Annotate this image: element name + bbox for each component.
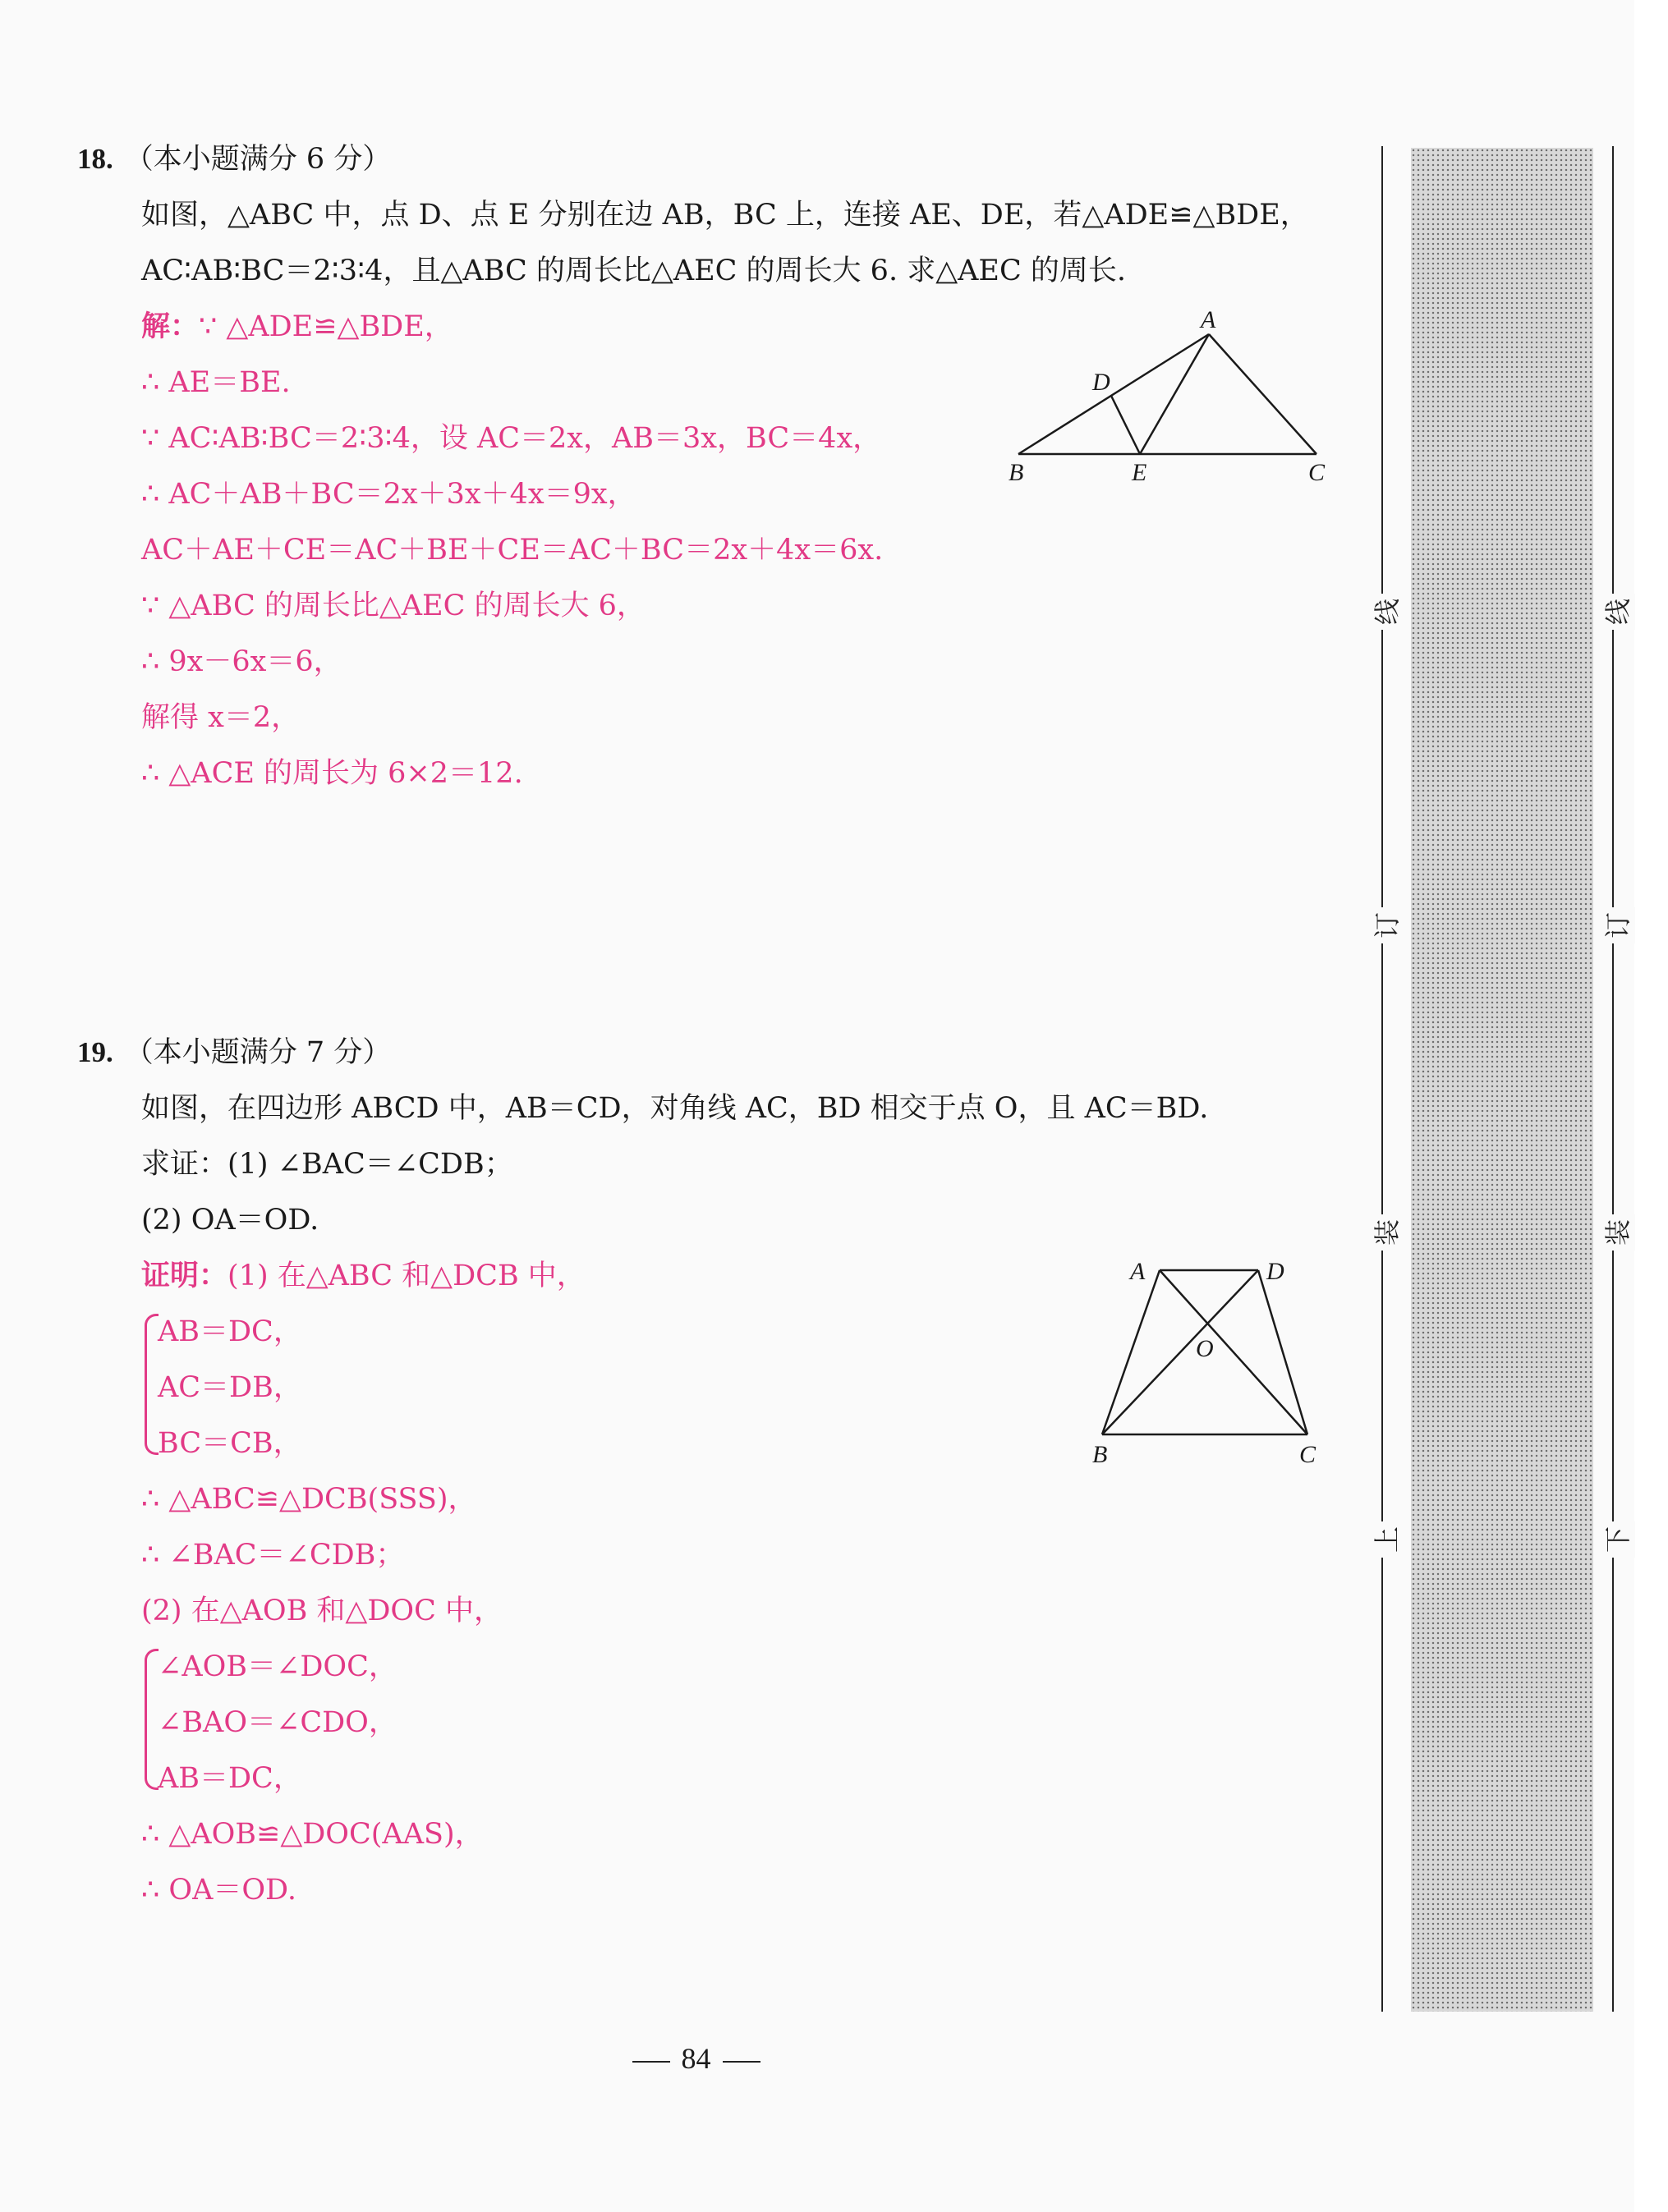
q18-solution-line-9: ∴ △ACE 的周长为 6×2＝12.	[141, 757, 523, 790]
q19-solution-first: (1) 在△ABC 和△DCB 中，	[227, 1260, 586, 1292]
q19-segment-ab	[1102, 1270, 1160, 1434]
q19-solution-line-1	[141, 1253, 586, 1294]
q19-problem-line-2: 求证：(1) ∠BAC＝∠CDB；	[141, 1148, 513, 1181]
q19-system2-line-3: AB＝DC，	[158, 1762, 302, 1795]
q19-solution-end-2: ∴ OA＝OD.	[141, 1874, 296, 1907]
binding-label-line-left: 线	[1367, 594, 1404, 630]
q18-label-e: E	[1132, 459, 1147, 486]
q19-problem-line-3: (2) OA＝OD.	[141, 1204, 319, 1237]
q18-header-text: （本小题满分 6 分）	[124, 143, 392, 176]
q18-segment-ab	[1018, 334, 1209, 454]
q19-solution-mid-3: (2) 在△AOB 和△DOC 中，	[141, 1595, 503, 1627]
q18-solution-line-5: AC＋AE＋CE＝AC＋BE＋CE＝AC＋BC＝2x＋4x＝6x.	[141, 534, 884, 567]
q18-segment-ac	[1209, 334, 1316, 454]
q18-segment-de	[1111, 396, 1140, 454]
q18-solution-line-2: ∴ AE＝BE.	[141, 366, 291, 399]
binding-line-left	[1381, 146, 1383, 2012]
q19-segment-dc	[1258, 1270, 1307, 1434]
binding-label-staple-left: 订	[1367, 907, 1404, 943]
q19-header	[77, 1030, 391, 1071]
q18-triangle-figure	[994, 308, 1339, 489]
q18-solution-line-1	[141, 304, 453, 345]
q18-header	[77, 136, 391, 177]
q19-number: 19.	[77, 1036, 113, 1068]
q18-label-a: A	[1201, 308, 1216, 333]
page-number-dash-left	[632, 2061, 670, 2063]
page-number	[0, 2041, 1392, 2076]
q18-problem-line-2: AC∶AB∶BC＝2∶3∶4，且△ABC 的周长比△AEC 的周长大 6. 求△AEC 的周长.	[141, 255, 1126, 287]
q19-system1-line-3: BC＝CB，	[158, 1427, 302, 1460]
q19-system2-brace	[145, 1649, 159, 1790]
q19-system1-line-1: AB＝DC，	[158, 1315, 302, 1348]
q19-system1-line-2: AC＝DB，	[158, 1371, 302, 1404]
q19-problem-line-1: 如图，在四边形 ABCD 中，AB＝CD，对角线 AC，BD 相交于点 O，且 AC＝BD.	[141, 1092, 1209, 1125]
binding-label-down: 下	[1597, 1521, 1635, 1558]
q18-problem-line-1: 如图，△ABC 中，点 D、点 E 分别在边 AB，BC 上，连接 AE、DE，若△ADE≌△BDE，	[141, 199, 1309, 232]
binding-label-bind-left: 装	[1367, 1214, 1404, 1251]
q18-solution-text-1: ∵ △ADE≌△BDE，	[199, 310, 453, 343]
binding-line-right	[1612, 146, 1614, 2012]
q19-label-o: O	[1196, 1335, 1214, 1362]
q19-solution-end-1: ∴ △AOB≌△DOC(AAS)，	[141, 1818, 484, 1851]
q19-label-d: D	[1266, 1258, 1284, 1285]
q19-system2-line-2: ∠BAO＝∠CDO，	[158, 1706, 397, 1739]
q18-solution-line-8: 解得 x＝2，	[141, 701, 301, 734]
page-number-text: 84	[681, 2042, 711, 2075]
q19-label-c: C	[1299, 1441, 1316, 1468]
binding-label-staple-right: 订	[1597, 907, 1635, 943]
q19-solution-mid-2: ∴ ∠BAC＝∠CDB；	[141, 1539, 405, 1572]
q19-solution-label: 证明：	[141, 1259, 228, 1292]
q18-solution-line-3: ∵ AC∶AB∶BC＝2∶3∶4，设 AC＝2x，AB＝3x，BC＝4x，	[141, 422, 882, 455]
binding-label-bind-right: 装	[1597, 1214, 1635, 1251]
q19-solution-mid-1: ∴ △ABC≌△DCB(SSS)，	[141, 1483, 477, 1516]
binding-label-line-right: 线	[1597, 594, 1635, 630]
binding-label-up: 上	[1367, 1521, 1404, 1558]
q18-label-c: C	[1308, 459, 1326, 486]
q19-label-b: B	[1092, 1441, 1108, 1468]
q18-solution-label: 解：	[141, 310, 200, 343]
q18-solution-line-7: ∴ 9x－6x＝6，	[141, 645, 342, 678]
q19-system2-line-1: ∠AOB＝∠DOC，	[158, 1650, 397, 1683]
q18-number: 18.	[77, 143, 113, 175]
q18-solution-line-6: ∵ △ABC 的周长比△AEC 的周长大 6，	[141, 590, 646, 622]
q18-label-b: B	[1009, 459, 1024, 486]
q19-system1-brace	[145, 1314, 159, 1455]
q19-header-text: （本小题满分 7 分）	[124, 1036, 392, 1069]
q18-label-d: D	[1092, 369, 1110, 396]
binding-strip-pattern	[1411, 148, 1593, 2012]
page-number-dash-right	[723, 2061, 760, 2063]
q19-label-a: A	[1130, 1258, 1146, 1285]
q18-solution-line-4: ∴ AC＋AB＋BC＝2x＋3x＋4x＝9x，	[141, 478, 636, 511]
q18-segment-ae	[1140, 334, 1209, 454]
q19-quadrilateral-figure	[1084, 1252, 1330, 1470]
